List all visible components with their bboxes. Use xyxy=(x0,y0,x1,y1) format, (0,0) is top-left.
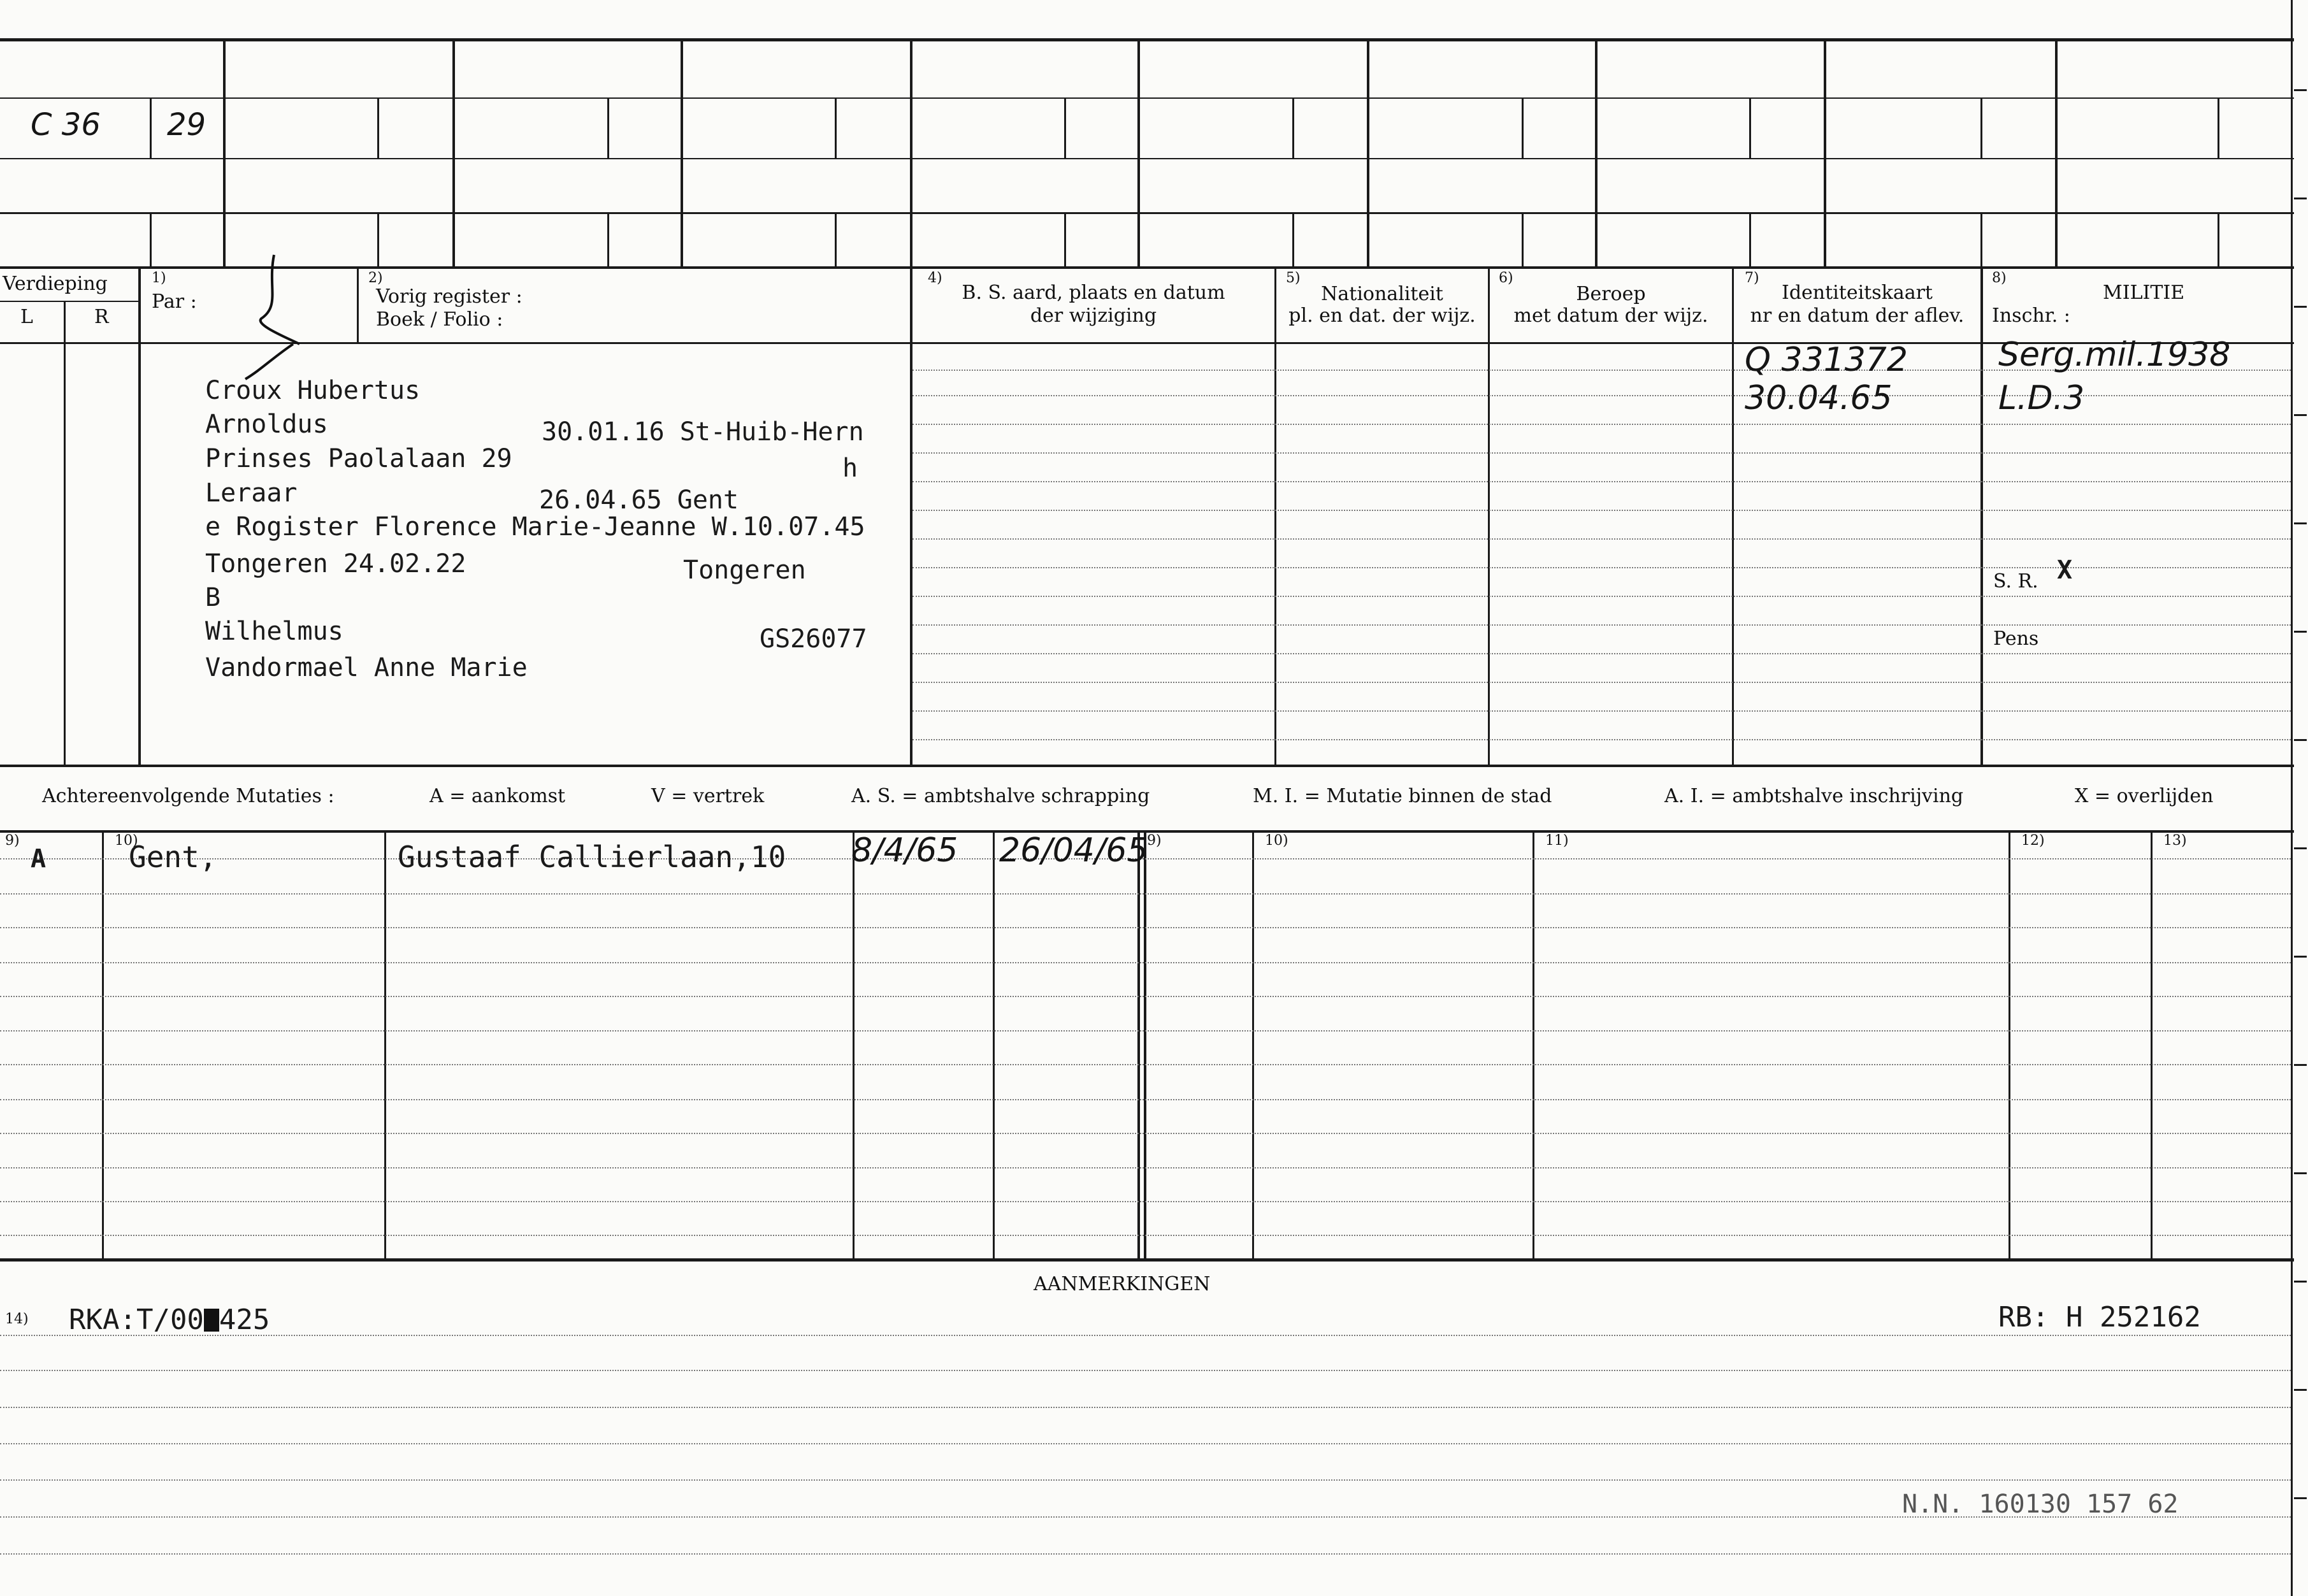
signature-stroke xyxy=(242,248,319,389)
id-card-number: Q 331372 xyxy=(1745,341,1908,379)
mutations-bottom xyxy=(0,1258,2294,1262)
mutation-date-2: 26/04/65 xyxy=(999,831,1148,870)
top-grid-col xyxy=(2055,38,2058,268)
l-label: L xyxy=(20,306,33,328)
nn-number: N.N. 160130 157 62 xyxy=(1902,1490,2179,1519)
legend-mi: M. I. = Mutatie binnen de stad xyxy=(1253,785,1552,807)
top-border xyxy=(0,38,2294,41)
legend-as: A. S. = ambtshalve schrapping xyxy=(851,785,1150,807)
person-line: Prinses Paolalaan 29 xyxy=(205,444,512,473)
top-grid-col xyxy=(223,38,226,268)
top-grid-col xyxy=(1595,38,1598,268)
rka-prefix: RKA:T/00 xyxy=(69,1304,204,1336)
sr-label: S. R. xyxy=(1993,570,2038,593)
top-grid-col xyxy=(1137,38,1140,268)
top-grid-col xyxy=(681,38,683,268)
top-grid-row1 xyxy=(0,97,2294,99)
top-grid-subcol xyxy=(1980,99,1982,158)
bs-label-1: B. S. aard, plaats en datum xyxy=(962,282,1225,304)
person-line: B xyxy=(205,583,221,612)
top-grid-subcol xyxy=(1292,99,1294,158)
top-grid-row2 xyxy=(0,158,2294,159)
top-grid-subcol xyxy=(1522,99,1524,158)
note-8: 8) xyxy=(1992,270,2007,286)
verdieping-split xyxy=(0,301,140,302)
par-label: Par : xyxy=(152,291,197,313)
sr-mark: X xyxy=(2057,556,2073,585)
note-6: 6) xyxy=(1499,270,1513,286)
pens-label: Pens xyxy=(1993,628,2039,650)
id-card-date: 30.04.65 xyxy=(1745,379,1893,417)
top-grid-subcol xyxy=(377,99,379,158)
top-grid-subcol xyxy=(377,214,379,266)
top-grid-subcol xyxy=(1980,214,1982,266)
vorig-register-label: Vorig register : xyxy=(376,285,523,308)
person-line: e Rogister Florence Marie-Jeanne W.10.07.45 xyxy=(205,512,865,542)
person-line: Wilhelmus xyxy=(205,617,343,646)
top-grid-subcol xyxy=(1064,99,1066,158)
mutation-type: A xyxy=(31,844,47,873)
note-7: 7) xyxy=(1745,270,1759,286)
note-14: 14) xyxy=(5,1311,29,1327)
militie-entry: Serg.mil.1938 xyxy=(1998,336,2231,374)
col-l xyxy=(64,302,66,766)
top-grid-subcol xyxy=(607,214,609,266)
remarks-title: AANMERKINGEN xyxy=(1034,1273,1211,1295)
note-4: 4) xyxy=(928,270,942,286)
top-grid-subcol xyxy=(1522,214,1524,266)
top-grid-subcol xyxy=(150,214,152,266)
note-13: 13) xyxy=(2163,833,2187,849)
beroep-label-2: met datum der wijz. xyxy=(1513,305,1708,327)
nat-label-2: pl. en dat. der wijz. xyxy=(1288,305,1476,327)
inschr-label: Inschr. : xyxy=(1992,305,2070,327)
legend-ai: A. I. = ambtshalve inschrijving xyxy=(1664,785,1964,807)
person-line: Tongeren 24.02.22 xyxy=(205,549,466,579)
top-grid-subcol xyxy=(607,99,609,158)
top-grid-subcol xyxy=(1292,214,1294,266)
nat-label-1: Nationaliteit xyxy=(1321,283,1443,305)
rka-suffix: 425 xyxy=(219,1304,270,1336)
legend-v: V = vertrek xyxy=(651,785,765,807)
top-grid-col xyxy=(1824,38,1826,268)
top-grid-subcol xyxy=(835,214,837,266)
col-vorig xyxy=(357,268,359,342)
right-border xyxy=(2291,0,2293,1596)
beroep-label-1: Beroep xyxy=(1576,283,1646,305)
birth-info: 30.01.16 St-Huib-Hern xyxy=(542,417,864,447)
verdieping-label: Verdieping xyxy=(3,273,108,295)
top-grid-col xyxy=(452,38,455,268)
person-line: Vandormael Anne Marie xyxy=(205,653,528,682)
note-10b: 10) xyxy=(1265,833,1288,849)
top-grid-col xyxy=(1367,38,1369,268)
person-line: Croux Hubertus xyxy=(205,376,421,405)
reference-number: GS26077 xyxy=(760,624,867,654)
boek-folio-label: Boek / Folio : xyxy=(376,308,503,331)
top-grid-subcol xyxy=(1749,99,1751,158)
edge-ticks xyxy=(2294,0,2308,1596)
top-grid-subcol xyxy=(1064,214,1066,266)
note-5: 5) xyxy=(1286,270,1301,286)
militie-ld: L.D.3 xyxy=(1998,379,2085,417)
top-grid-col xyxy=(910,38,912,268)
legend-x: X = overlijden xyxy=(2075,785,2214,807)
note-12: 12) xyxy=(2021,833,2045,849)
mutation-address: Gustaaf Callierlaan,10 xyxy=(398,840,786,874)
rb-number: RB: H 252162 xyxy=(1998,1301,2201,1334)
date-2: 26.04.65 Gent xyxy=(539,485,739,515)
top-number: 29 xyxy=(167,107,206,143)
note-1: 1) xyxy=(152,270,166,286)
bs-label-2: der wijziging xyxy=(1030,305,1157,327)
upper-section-bottom xyxy=(0,765,2294,767)
id-label-1: Identiteitskaart xyxy=(1782,282,1933,304)
person-line: Leraar xyxy=(205,478,298,508)
person-line: Arnoldus xyxy=(205,410,328,439)
note-9b: 9) xyxy=(1147,833,1162,849)
remarks-rules xyxy=(0,1312,2291,1593)
col-par xyxy=(138,268,141,766)
top-grid-subcol xyxy=(835,99,837,158)
h-mark: h xyxy=(842,454,858,483)
r-label: R xyxy=(94,306,109,328)
top-grid-subcol xyxy=(2218,214,2219,266)
mutation-rules xyxy=(0,831,2291,1258)
top-grid-subcol xyxy=(2218,99,2219,158)
mutation-date-1: 8/4/65 xyxy=(851,831,958,870)
top-grid-subcol xyxy=(1749,214,1751,266)
legend-title: Achtereenvolgende Mutaties : xyxy=(42,785,335,807)
note-9: 9) xyxy=(5,833,20,849)
legend-a: A = aankomst xyxy=(429,785,566,807)
note-10: 10) xyxy=(115,833,138,849)
note-2: 2) xyxy=(368,270,383,286)
militie-label: MILITIE xyxy=(2103,282,2185,304)
top-code: C 36 xyxy=(31,107,101,143)
top-grid-row3 xyxy=(0,212,2294,214)
mutation-city: Gent, xyxy=(129,840,217,874)
place-2: Tongeren xyxy=(683,556,806,585)
id-label-2: nr en datum der aflev. xyxy=(1750,305,1965,327)
note-11: 11) xyxy=(1545,833,1569,849)
top-grid-bottom xyxy=(0,266,2294,269)
top-grid-subcol xyxy=(150,99,152,158)
